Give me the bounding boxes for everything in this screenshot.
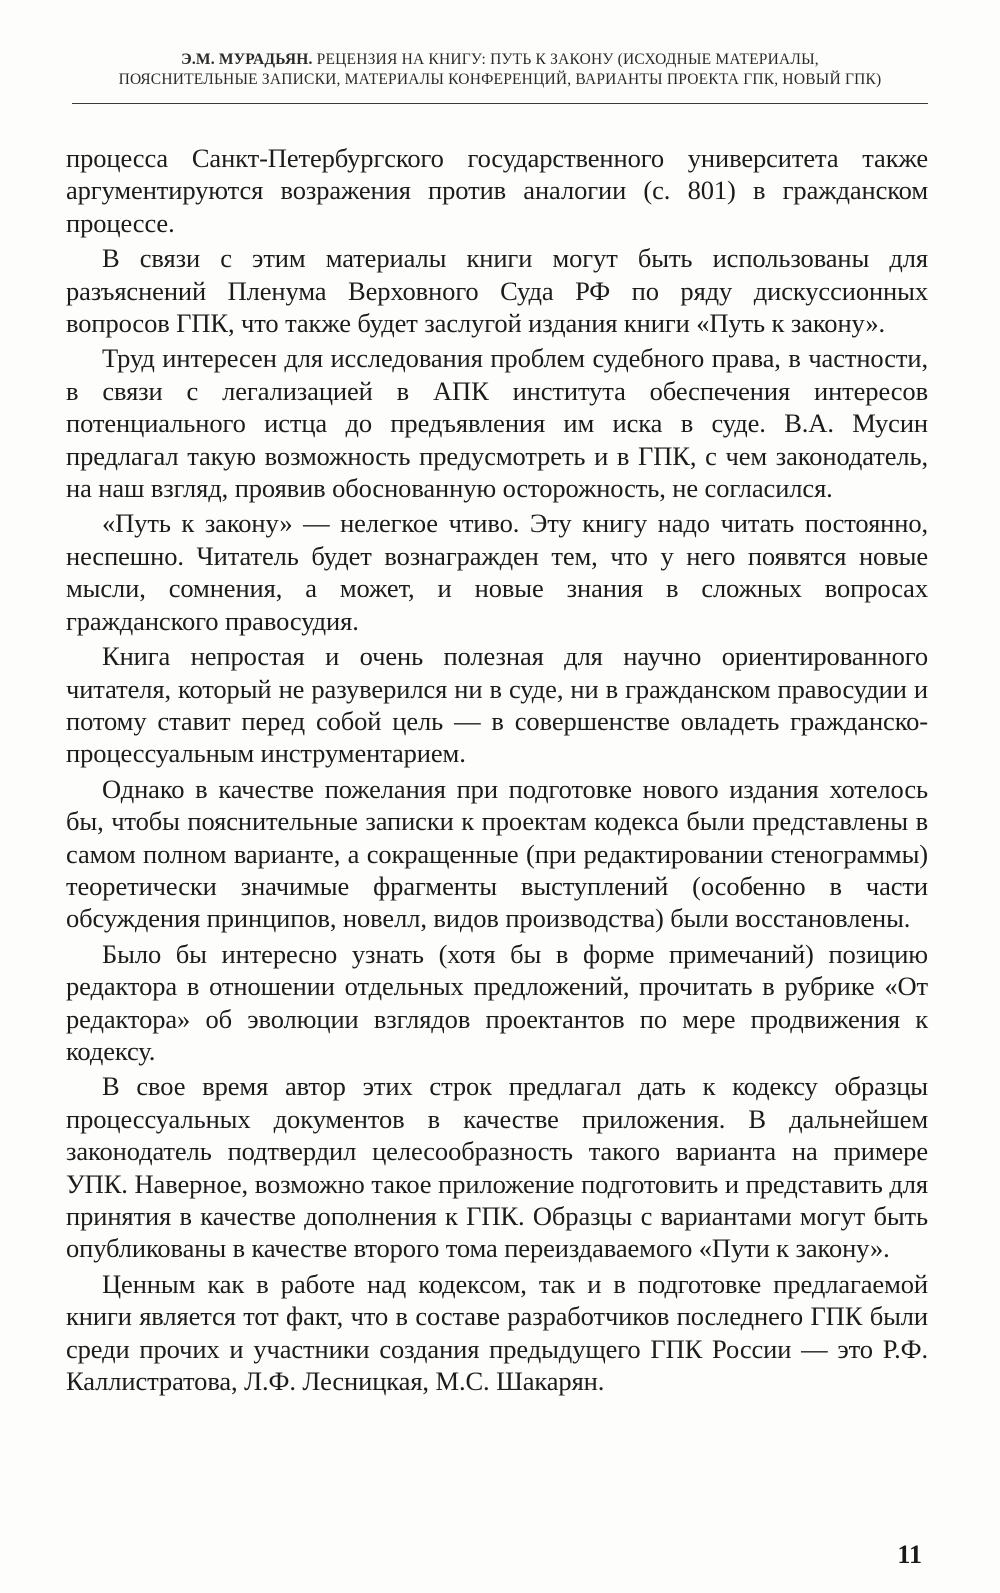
paragraph-1: процесса Санкт-Петербургского государственного университета также аргументируются возражения против аналогии (с. 801) в гражданском процессе. [66,143,928,238]
paragraph-2: В связи с этим материалы книги могут быть использованы для разъяснений Пленума Верховного Суда РФ по ряду дискуссионных вопросов ГПК, что также будет заслугой издания книги «Путь к закону». [66,243,928,339]
paragraph-8: В свое время автор этих строк предлагал дать к кодексу образцы процессуальных документов в качестве приложения. В дальнейшем законодатель подтвердил целесообразность такого варианта на примере УПК. Наверное, возможно такое приложение подготовить и представить для принятия в качестве дополнения к ГПК. Образцы с вариантами могут быть опубликованы в качестве второго тома переиздаваемого «Пути к закону». [66,1071,928,1264]
paragraph-9: Ценным как в работе над кодексом, так и в подготовке предлагаемой книги является тот факт, что в составе разработчиков последнего ГПК были среди прочих и участники создания предыдущего ГПК России — это Р.Ф. Каллистратова, Л.Ф. Лесницкая, М.С. Шакарян. [66,1268,928,1397]
running-header [72,50,928,90]
page-number: 11 [897,1540,922,1569]
paragraph-3: Труд интересен для исследования проблем судебного права, в частности, в связи с легализацией в АПК института обеспечения интересов потенциального истца до предъявления им иска в суде. В.А. Мусин предлагал такую возможность предусмотреть и в ГПК, с чем законодатель, на наш взгляд, проявив обоснованную осторожность, не согласился. [66,343,928,504]
paragraph-7: Было бы интересно узнать (хотя бы в форме примечаний) позицию редактора в отношении отдельных предложений, прочитать в рубрике «От редактора» об эволюции взглядов проектантов по мере продвижения к кодексу. [66,938,928,1066]
running-header-line-1 [72,50,928,70]
header-author: Э.М. МУРАДЬЯН. [181,51,313,68]
paragraph-5: Книга непростая и очень полезная для научно ориентированного читателя, который не разуверился ни в суде, ни в гражданском правосудии и потому ставит перед собой цель — в совершенстве овладеть гражданско-процессуальным инструментарием. [66,641,928,769]
paragraph-4: «Путь к закону» — нелегкое чтиво. Эту книгу надо читать постоянно, неспешно. Читатель будет вознагражден тем, что у него появятся новые мысли, сомнения, а может, и новые знания в сложных вопросах гражданского правосудия. [66,508,928,636]
running-header-line-2: ПОЯСНИТЕЛЬНЫЕ ЗАПИСКИ, МАТЕРИАЛЫ КОНФЕРЕНЦИЙ, ВАРИАНТЫ ПРОЕКТА ГПК, НОВЫЙ ГПК) [118,71,882,88]
paragraph-6: Однако в качестве пожелания при подготовке нового издания хотелось бы, чтобы пояснительные записки к проектам кодекса были представлены в самом полном варианте, а сокращенные (при редактировании стенограммы) теоретически значимые фрагменты выступлений (особенно в части обсуждения принципов, новелл, видов производства) были восстановлены. [66,773,928,934]
header-rule [72,103,928,104]
header-title-part-1: РЕЦЕНЗИЯ НА КНИГУ: ПУТЬ К ЗАКОНУ (ИСХОДНЫЕ МАТЕРИАЛЫ, [312,51,819,68]
body-text [66,142,928,1400]
